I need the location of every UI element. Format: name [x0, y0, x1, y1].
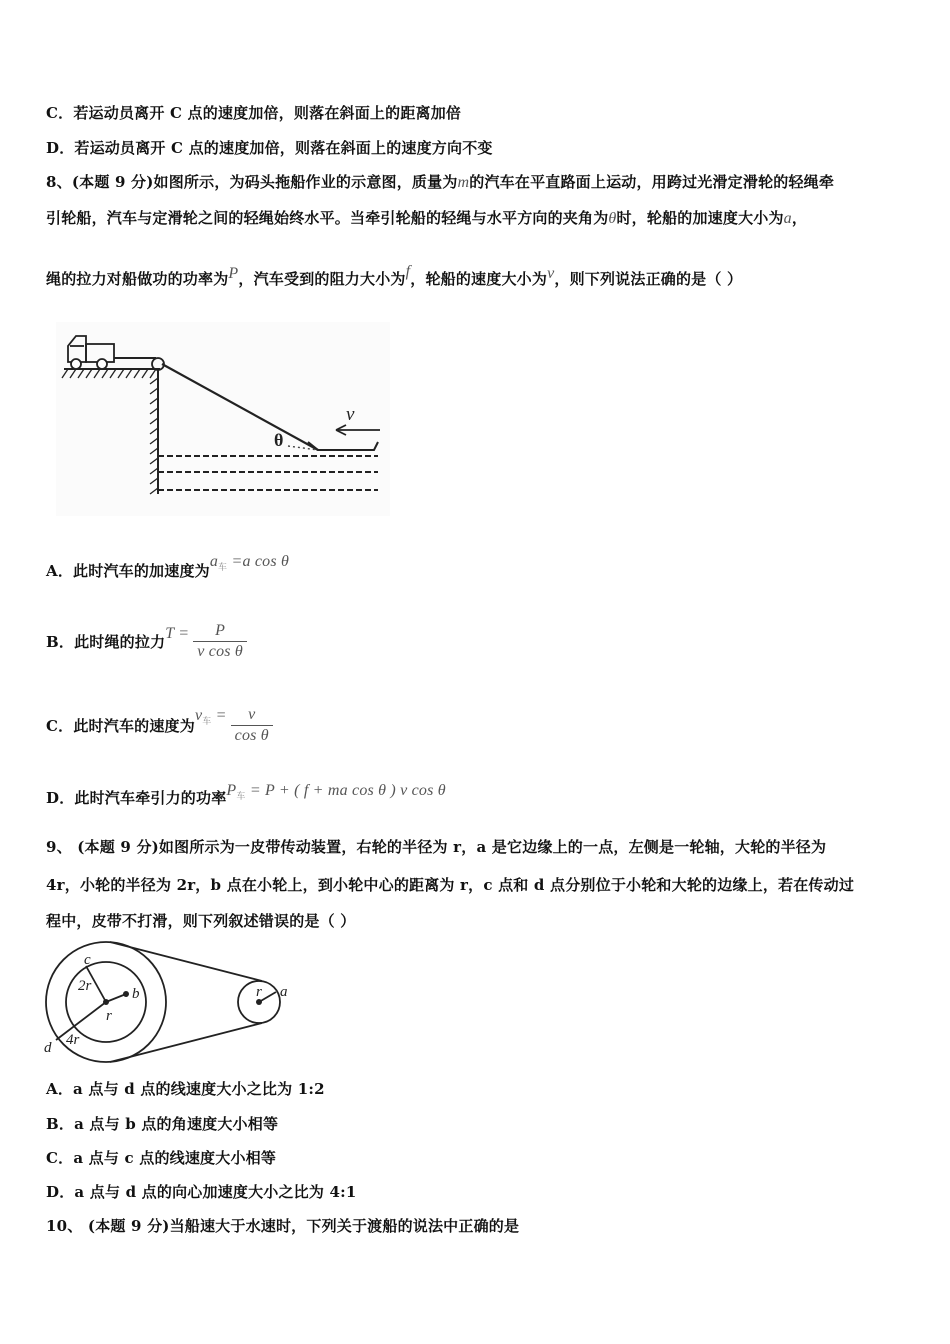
math-P: P — [228, 265, 239, 282]
q8-stem-text: 引轮船，汽车与定滑轮之间的轻绳始终水平。当牵引轮船的轻绳与水平方向的夹角为 — [46, 209, 609, 227]
option-c-fraction: $\frac{v}{\text{cos θ}}$ — [231, 706, 273, 745]
q9-stem-line2: 4r，小轮的半径为 2r，b 点在小轮上，到小轮中心的距离为 r，c 点和 d 点分别位于小轮和大轮的边缘上，若在传动过 — [46, 876, 855, 894]
option-text: D．此时汽车牵引力的功率 — [46, 789, 227, 807]
q8-option-c — [46, 706, 273, 745]
q9-option-d: D．a 点与 d 点的向心加速度大小之比为 4:1 — [46, 1183, 357, 1201]
option-text: A．此时汽车的加速度为 — [46, 562, 210, 580]
label-c: c — [84, 952, 91, 968]
option-a-formula: $a_车 =a$ cos θ — [209, 553, 290, 573]
q9-option-a: A．a 点与 d 点的线速度大小之比为 1:2 — [46, 1080, 325, 1098]
q8-stem-line1 — [46, 171, 834, 192]
option-b-lhs: T = — [165, 624, 190, 642]
velocity-label: v — [346, 404, 355, 425]
belt-lower — [110, 1023, 262, 1062]
q8-stem-text: 时，轮船的加速度大小为 — [616, 209, 784, 227]
q8-option-d — [46, 782, 446, 810]
q8-stem-line2 — [46, 207, 807, 228]
q8-stem-text: ， — [791, 209, 808, 227]
q9-belt-drive-figure — [40, 940, 300, 1064]
q8-stem-text: ，轮船的速度大小为 — [410, 270, 548, 288]
label-r-right: r — [256, 984, 262, 1000]
q9-option-c: C．a 点与 c 点的线速度大小相等 — [46, 1149, 277, 1167]
label-b: b — [132, 986, 140, 1002]
q8-option-a — [46, 553, 290, 583]
q8-stem-text: 的汽车在平直路面上运动，用跨过光滑定滑轮的轻绳牵 — [469, 173, 835, 191]
q8-option-b — [46, 622, 247, 661]
q8-tugboat-figure — [56, 322, 390, 516]
label-r-left: r — [106, 1008, 112, 1024]
q8-stem-text: ，汽车受到的阻力大小为 — [238, 270, 406, 288]
label-2r: 2r — [78, 978, 92, 994]
q7-option-d: D．若运动员离开 C 点的速度加倍，则落在斜面上的速度方向不变 — [46, 139, 493, 157]
option-d-formula: $P_车 = P$ + ( f + ma cos θ ) v cos θ — [226, 782, 446, 802]
option-text: B．此时绳的拉力 — [46, 633, 166, 651]
q9-stem-line1: 9、 (本题 9 分)如图所示为一皮带传动装置，右轮的半径为 r，a 是它边缘上的一点，左侧是一轮轴，大轮的半径为 — [46, 838, 827, 856]
point-b — [123, 991, 129, 997]
q8-stem-line3 — [46, 263, 743, 289]
label-d: d — [44, 1040, 52, 1056]
q10-stem-line1: 10、 (本题 9 分)当船速大于水速时，下列关于渡船的说法中正确的是 — [46, 1217, 520, 1235]
q8-stem-text: 8、(本题 9 分)如图所示，为码头拖船作业的示意图，质量为 — [46, 173, 458, 191]
radius-r — [106, 994, 126, 1002]
option-text: C．此时汽车的速度为 — [46, 717, 195, 735]
q8-stem-text: 绳的拉力对船做功的功率为 — [46, 270, 229, 288]
angle-theta-label: θ — [274, 430, 284, 450]
q8-stem-text: ，则下列说法正确的是（ ） — [554, 270, 743, 288]
option-b-fraction: $\frac{P}{\text{v cos θ}}$ — [193, 622, 247, 661]
math-f: f — [405, 263, 411, 280]
left-center — [103, 999, 109, 1005]
option-c-lhs: $v_车$ = — [194, 707, 227, 727]
label-a: a — [280, 984, 288, 1000]
math-a: a — [783, 210, 792, 227]
q9-stem-line3: 程中，皮带不打滑，则下列叙述错误的是（ ） — [46, 912, 356, 930]
q7-option-c: C．若运动员离开 C 点的速度加倍，则落在斜面上的距离加倍 — [46, 104, 462, 122]
belt-upper — [110, 942, 262, 981]
q9-option-b: B．a 点与 b 点的角速度大小相等 — [46, 1115, 279, 1133]
math-m: m — [457, 174, 470, 191]
label-4r: 4r — [66, 1032, 80, 1048]
math-v: v — [547, 265, 555, 282]
math-theta: θ — [608, 210, 617, 227]
